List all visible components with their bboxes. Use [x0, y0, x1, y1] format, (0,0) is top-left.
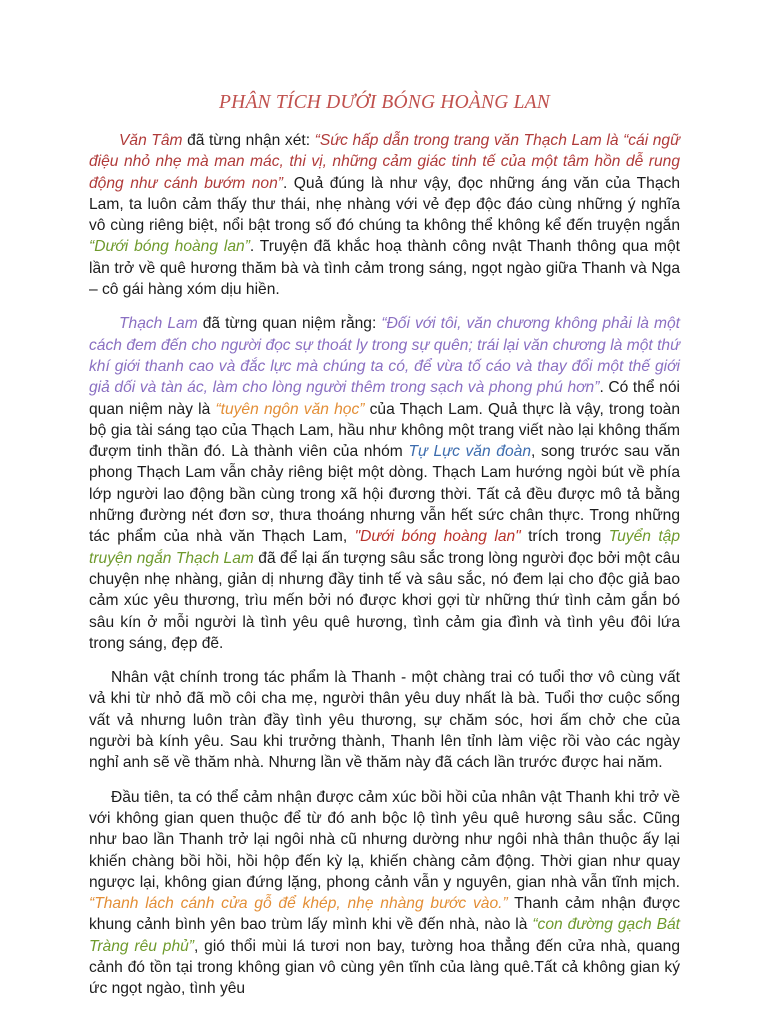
collection-title: Tuyển tập truyện ngắn Thạch Lam [89, 528, 680, 567]
story-title-quote: “Dưới bóng hoàng lan” [89, 238, 250, 256]
paragraph-text: đã để lại ấn tượng sâu sắc trong lòng người đọc bởi một câu chuyện nhẹ nhàng, giản dị nhưng đầy tinh tế và sâu sắc, nó đem lại cho độc giả bao cảm xúc yêu thương, trìu mến bởi nó được khơi gợi từ những thứ tình cảm gắn bó sâu kín ở mỗi người là tình yêu quê hương, tình cảm gia đình và tình yêu đôi lứa trong sáng, đẹp đẽ. [89, 549, 681, 652]
author-name-van-tam: Văn Tâm [119, 132, 183, 149]
paragraph-text: . Truyện đã khắc hoạ thành công nvật Thanh thông qua một lần trở về quê hương thăm bà và tình cảm trong sáng, ngọt ngào giữa Thanh và Nga – cô gái hàng xóm dịu hiền. [89, 238, 681, 299]
group-name-tu-luc-van-doan: Tự Lực văn đoàn [408, 443, 531, 461]
quote-thanh-enters: “Thanh lách cánh cửa gỗ để khép, nhẹ nhàng bước vào.” [89, 895, 508, 913]
paragraph-1 [89, 130, 680, 300]
paragraph-text: . Quả đúng là như vậy, đọc những áng văn của Thạch Lam, ta luôn cảm thấy thư thái, nhẹ nhàng với vẻ đẹp độc đáo cùng những ý nghĩa vô cùng riêng biệt, nổi bật trong số đó chúng ta không thể không kể đến truyện ngắn [89, 174, 680, 235]
quote-van-tam: “Sức hấp dẫn trong trang văn Thạch Lam là “cái ngữ điệu nhỏ nhẹ mà man mác, thi vị, những cảm giác tinh tế của một tâm hồn dễ rung động như cánh bướm non” [89, 132, 680, 192]
paragraph-text: , gió thổi mùi lá tươi non bay, tường hoa thẳng đến cửa nhà, quang cảnh đó tồn tại trong không gian vô cùng yên tĩnh của làng quê.Tất cả không gian ký ức ngọt ngào, tình yêu [89, 937, 680, 998]
quote-brick-road: “con đường gạch Bát Tràng rêu phủ” [89, 916, 680, 955]
paragraph-text: , song trước sau văn phong Thạch Lam vẫn chảy riêng biệt một dòng. Thạch Lam hướng ngòi bút về phía lớp người lao động bần cùng trong xã hội đương thời. Tất cả đều được mô tả bằng những đường nét đơn sơ, thưa thoáng nhưng vẫn hết sức chân thực. Trong những tác phẩm của nhà văn Thạch Lam, [89, 443, 681, 546]
quote-thach-lam: “Đối với tôi, văn chương không phải là một cách đem đến cho người đọc sự thoát ly trong sự quên; trái lại văn chương là một thứ khí giới thanh cao và đắc lực mà chúng ta có, để vừa tố cáo và thay đổi một thế giới giả dối và tàn ác, làm cho lòng người thêm trong sạch và phong phú hơn” [89, 315, 680, 397]
paragraph-4 [89, 787, 680, 1000]
paragraph-text: . Có thể nói quan niệm này là [89, 379, 680, 418]
author-name-thach-lam: Thạch Lam [119, 315, 198, 333]
literary-manifesto-quote: “tuyên ngôn văn học” [215, 400, 365, 418]
paragraph-text: trích trong [520, 528, 609, 546]
story-title-quote-2: "Dưới bóng hoàng lan" [354, 528, 521, 546]
paragraph-text: đã từng quan niệm rằng: [197, 315, 382, 333]
paragraph-text: của Thạch Lam. Quả thực là vậy, trong toàn bộ gia tài sáng tạo của Thạch Lam, hầu như không một trang viết nào lại không thấm đượm tinh thần đó. Là thành viên của nhóm [89, 400, 680, 461]
document-title: PHÂN TÍCH DƯỚI BÓNG HOÀNG LAN [219, 92, 550, 113]
paragraph-3: Nhân vật chính trong tác phẩm là Thanh - một chàng trai có tuổi thơ vô cùng vất vả khi từ nhỏ đã mồ côi cha mẹ, người thân yêu duy nhất là bà. Tuổi thơ cuộc sống vất vả nhưng luôn tràn đầy tình yêu thương, sự chăm sóc, hơi ấm chở che của người bà kính yêu. Sau khi trưởng thành, Thanh lên tỉnh làm việc rồi vào các ngày nghỉ anh sẽ về thăm nhà. Nhưng lần về thăm này đã cách lần trước được hai năm. [89, 669, 680, 772]
paragraph-text: đã từng nhận xét: [182, 132, 315, 149]
paragraph-text: Thanh cảm nhận được khung cảnh bình yên bao trùm lấy mình khi về đến nhà, nào là [89, 895, 680, 934]
paragraph-2 [89, 313, 680, 654]
paragraph-text: Đầu tiên, ta có thể cảm nhận được cảm xúc bồi hồi của nhân vật Thanh khi trở về với không gian quen thuộc để từ đó anh bộc lộ tình yêu quê hương sâu sắc. Cũng như bao lần Thanh trở lại ngôi nhà cũ nhưng dường như ngôi nhà thân thuộc ấy lại khiến chàng bồi hồi, hồi hộp đến kỳ lạ, khiến chàng cảm động. Thời gian như quay ngược lại, không gian đứng lặng, phong cảnh vẫn y nguyên, gian nhà vẫn tĩnh mịch. [89, 788, 680, 891]
